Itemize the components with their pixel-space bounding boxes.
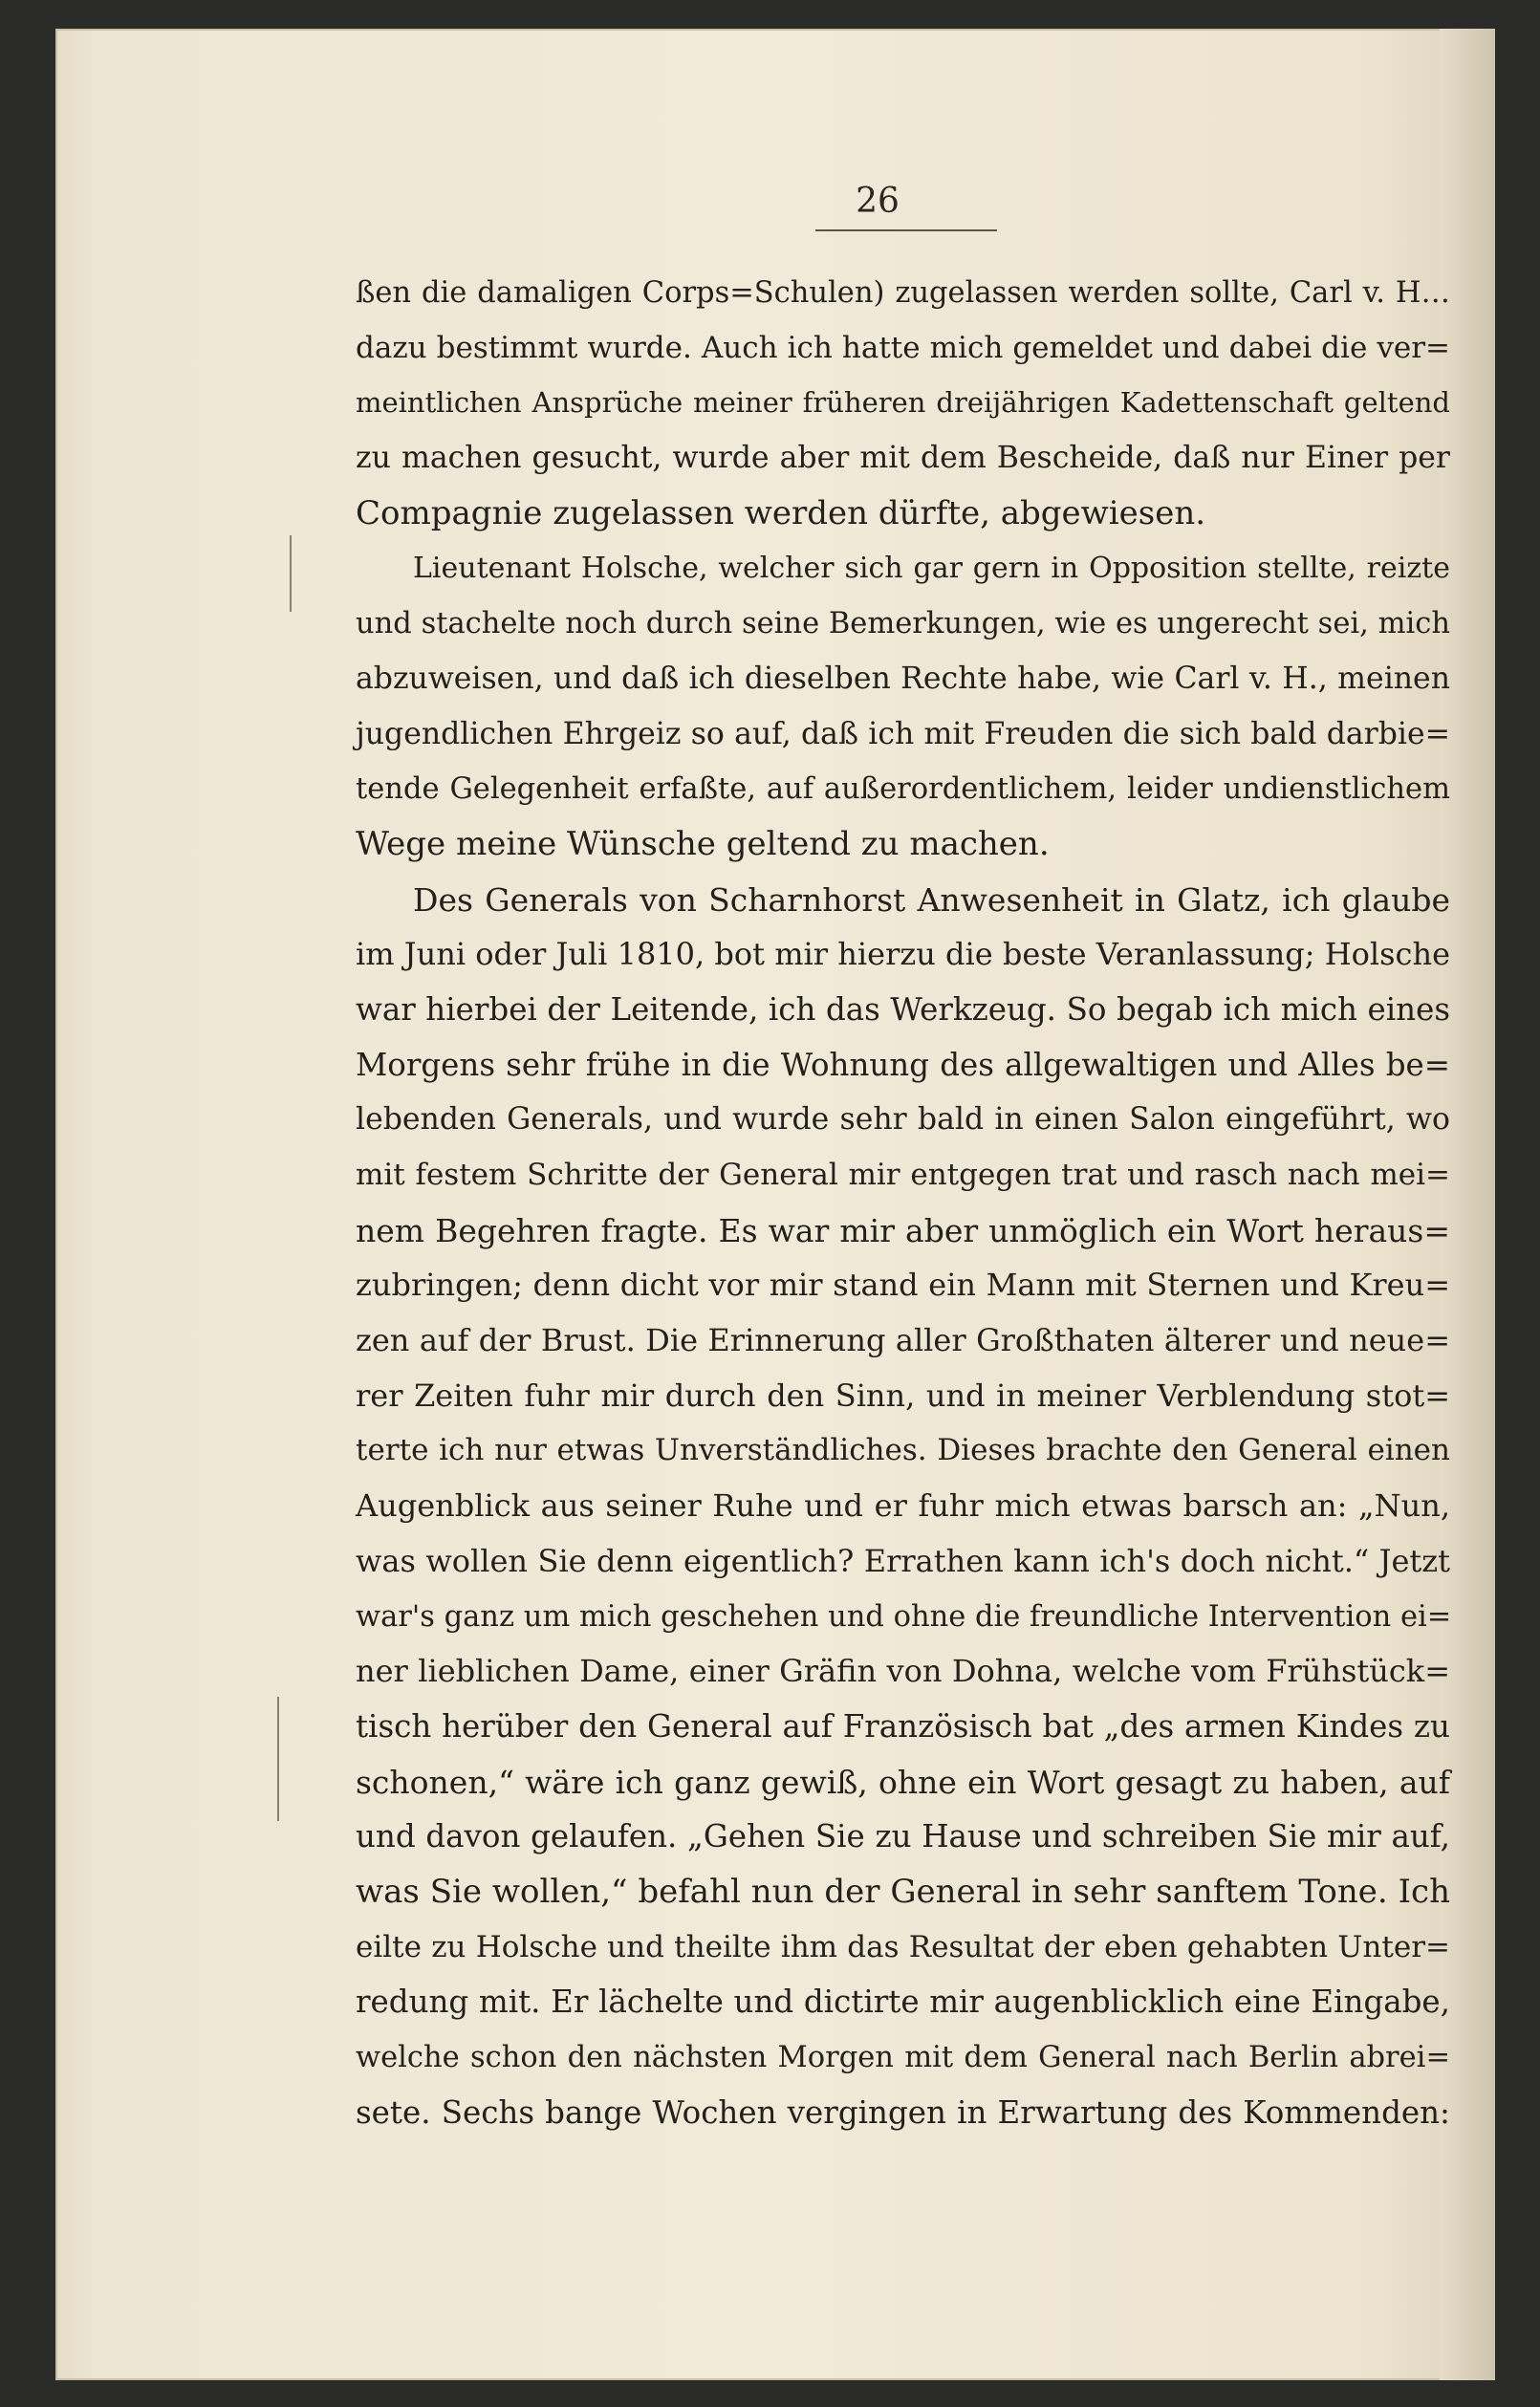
paragraph-start-line: Des Generals von Scharnhorst Anwesenheit in Glatz, ich glaube <box>413 880 1450 919</box>
text-line: Compagnie zugelassen werden dürfte, abgewiesen. <box>356 493 1206 532</box>
text-line: Morgens sehr frühe in die Wohnung des allgewaltigen und Alles be= <box>356 1046 1450 1083</box>
text-line: meintlichen Ansprüche meiner früheren dreijährigen Kadettenschaft geltend <box>356 386 1450 420</box>
text-line: welche schon den nächsten Morgen mit dem General nach Berlin abrei= <box>356 2041 1450 2074</box>
text-line: tisch herüber den General auf Französisch bat „des armen Kindes zu <box>356 1707 1450 1745</box>
text-line: zen auf der Brust. Die Erinnerung aller Großthaten älterer und neue= <box>356 1322 1450 1359</box>
body-text <box>356 266 1450 2140</box>
text-line: schonen,“ wäre ich ganz gewiß, ohne ein Wort gesagt zu haben, auf <box>356 1763 1450 1801</box>
text-line: sete. Sechs bange Wochen vergingen in Erwartung des Kommenden: <box>356 2093 1450 2131</box>
text-line: jugendlichen Ehrgeiz so auf, daß ich mit Freuden die sich bald darbie= <box>356 716 1450 751</box>
text-line: was wollen Sie denn eigentlich? Errathen kann ich's doch nicht.“ Jetzt <box>356 1542 1450 1579</box>
text-line: abzuweisen, und daß ich dieselben Rechte habe, wie Carl v. H., meinen <box>356 661 1450 696</box>
text-line: was Sie wollen,“ befahl nun der General in sehr sanftem Tone. Ich <box>356 1872 1450 1911</box>
text-line: redung mit. Er lächelte und dictirte mir augenblicklich eine Eingabe, <box>356 1984 1450 2021</box>
margin-mark <box>277 1697 279 1821</box>
text-line: Augenblick aus seiner Ruhe und er fuhr mich etwas barsch an: „Nun, <box>356 1487 1450 1525</box>
text-line: und stachelte noch durch seine Bemerkungen, wie es ungerecht sei, mich <box>356 607 1450 641</box>
text-line: war's ganz um mich geschehen und ohne die freundliche Intervention ei= <box>356 1599 1452 1634</box>
text-line: dazu bestimmt wurde. Auch ich hatte mich gemeldet und dabei die ver= <box>356 330 1450 365</box>
text-line: und davon gelaufen. „Gehen Sie zu Hause und schreiben Sie mir auf, <box>356 1818 1450 1855</box>
book-page <box>55 29 1495 2380</box>
text-line: nem Begehren fragte. Es war mir aber unmöglich ein Wort heraus= <box>356 1211 1450 1249</box>
text-line: zubringen; denn dicht vor mir stand ein Mann mit Sternen und Kreu= <box>356 1267 1450 1304</box>
text-line: Wege meine Wünsche geltend zu machen. <box>356 824 1050 863</box>
text-line: lebenden Generals, und wurde sehr bald in einen Salon eingeführt, wo <box>356 1102 1450 1138</box>
text-line: zu machen gesucht, wurde aber mit dem Bescheide, daß nur Einer per <box>356 441 1450 476</box>
text-line: eilte zu Holsche und theilte ihm das Resultat der eben gehabten Unter= <box>356 1929 1450 1964</box>
text-line: rer Zeiten fuhr mir durch den Sinn, und in meiner Verblendung stot= <box>356 1377 1450 1414</box>
text-line: war hierbei der Leitende, ich das Werkzeug. So begab ich mich eines <box>356 990 1450 1028</box>
page-number-rule <box>815 229 997 231</box>
text-line: im Juni oder Juli 1810, bot mir hierzu die beste Veranlassung; Holsche <box>356 936 1450 973</box>
text-line: terte ich nur etwas Unverständliches. Dieses brachte den General einen <box>356 1433 1450 1468</box>
text-line: mit festem Schritte der General mir entgegen trat und rasch nach mei= <box>356 1158 1450 1192</box>
margin-mark <box>290 535 292 612</box>
text-line: ner lieblichen Dame, einer Gräfin von Dohna, welche vom Frühstück= <box>356 1653 1450 1690</box>
text-line: ßen die damaligen Corps=Schulen) zugelassen werden sollte, Carl v. H… <box>356 276 1450 310</box>
page-number: 26 <box>856 182 900 221</box>
paragraph-start-line: Lieutenant Holsche, welcher sich gar gern in Opposition stellte, reizte <box>413 552 1450 586</box>
text-line: tende Gelegenheit erfaßte, auf außerordentlichem, leider undienstlichem <box>356 772 1450 807</box>
